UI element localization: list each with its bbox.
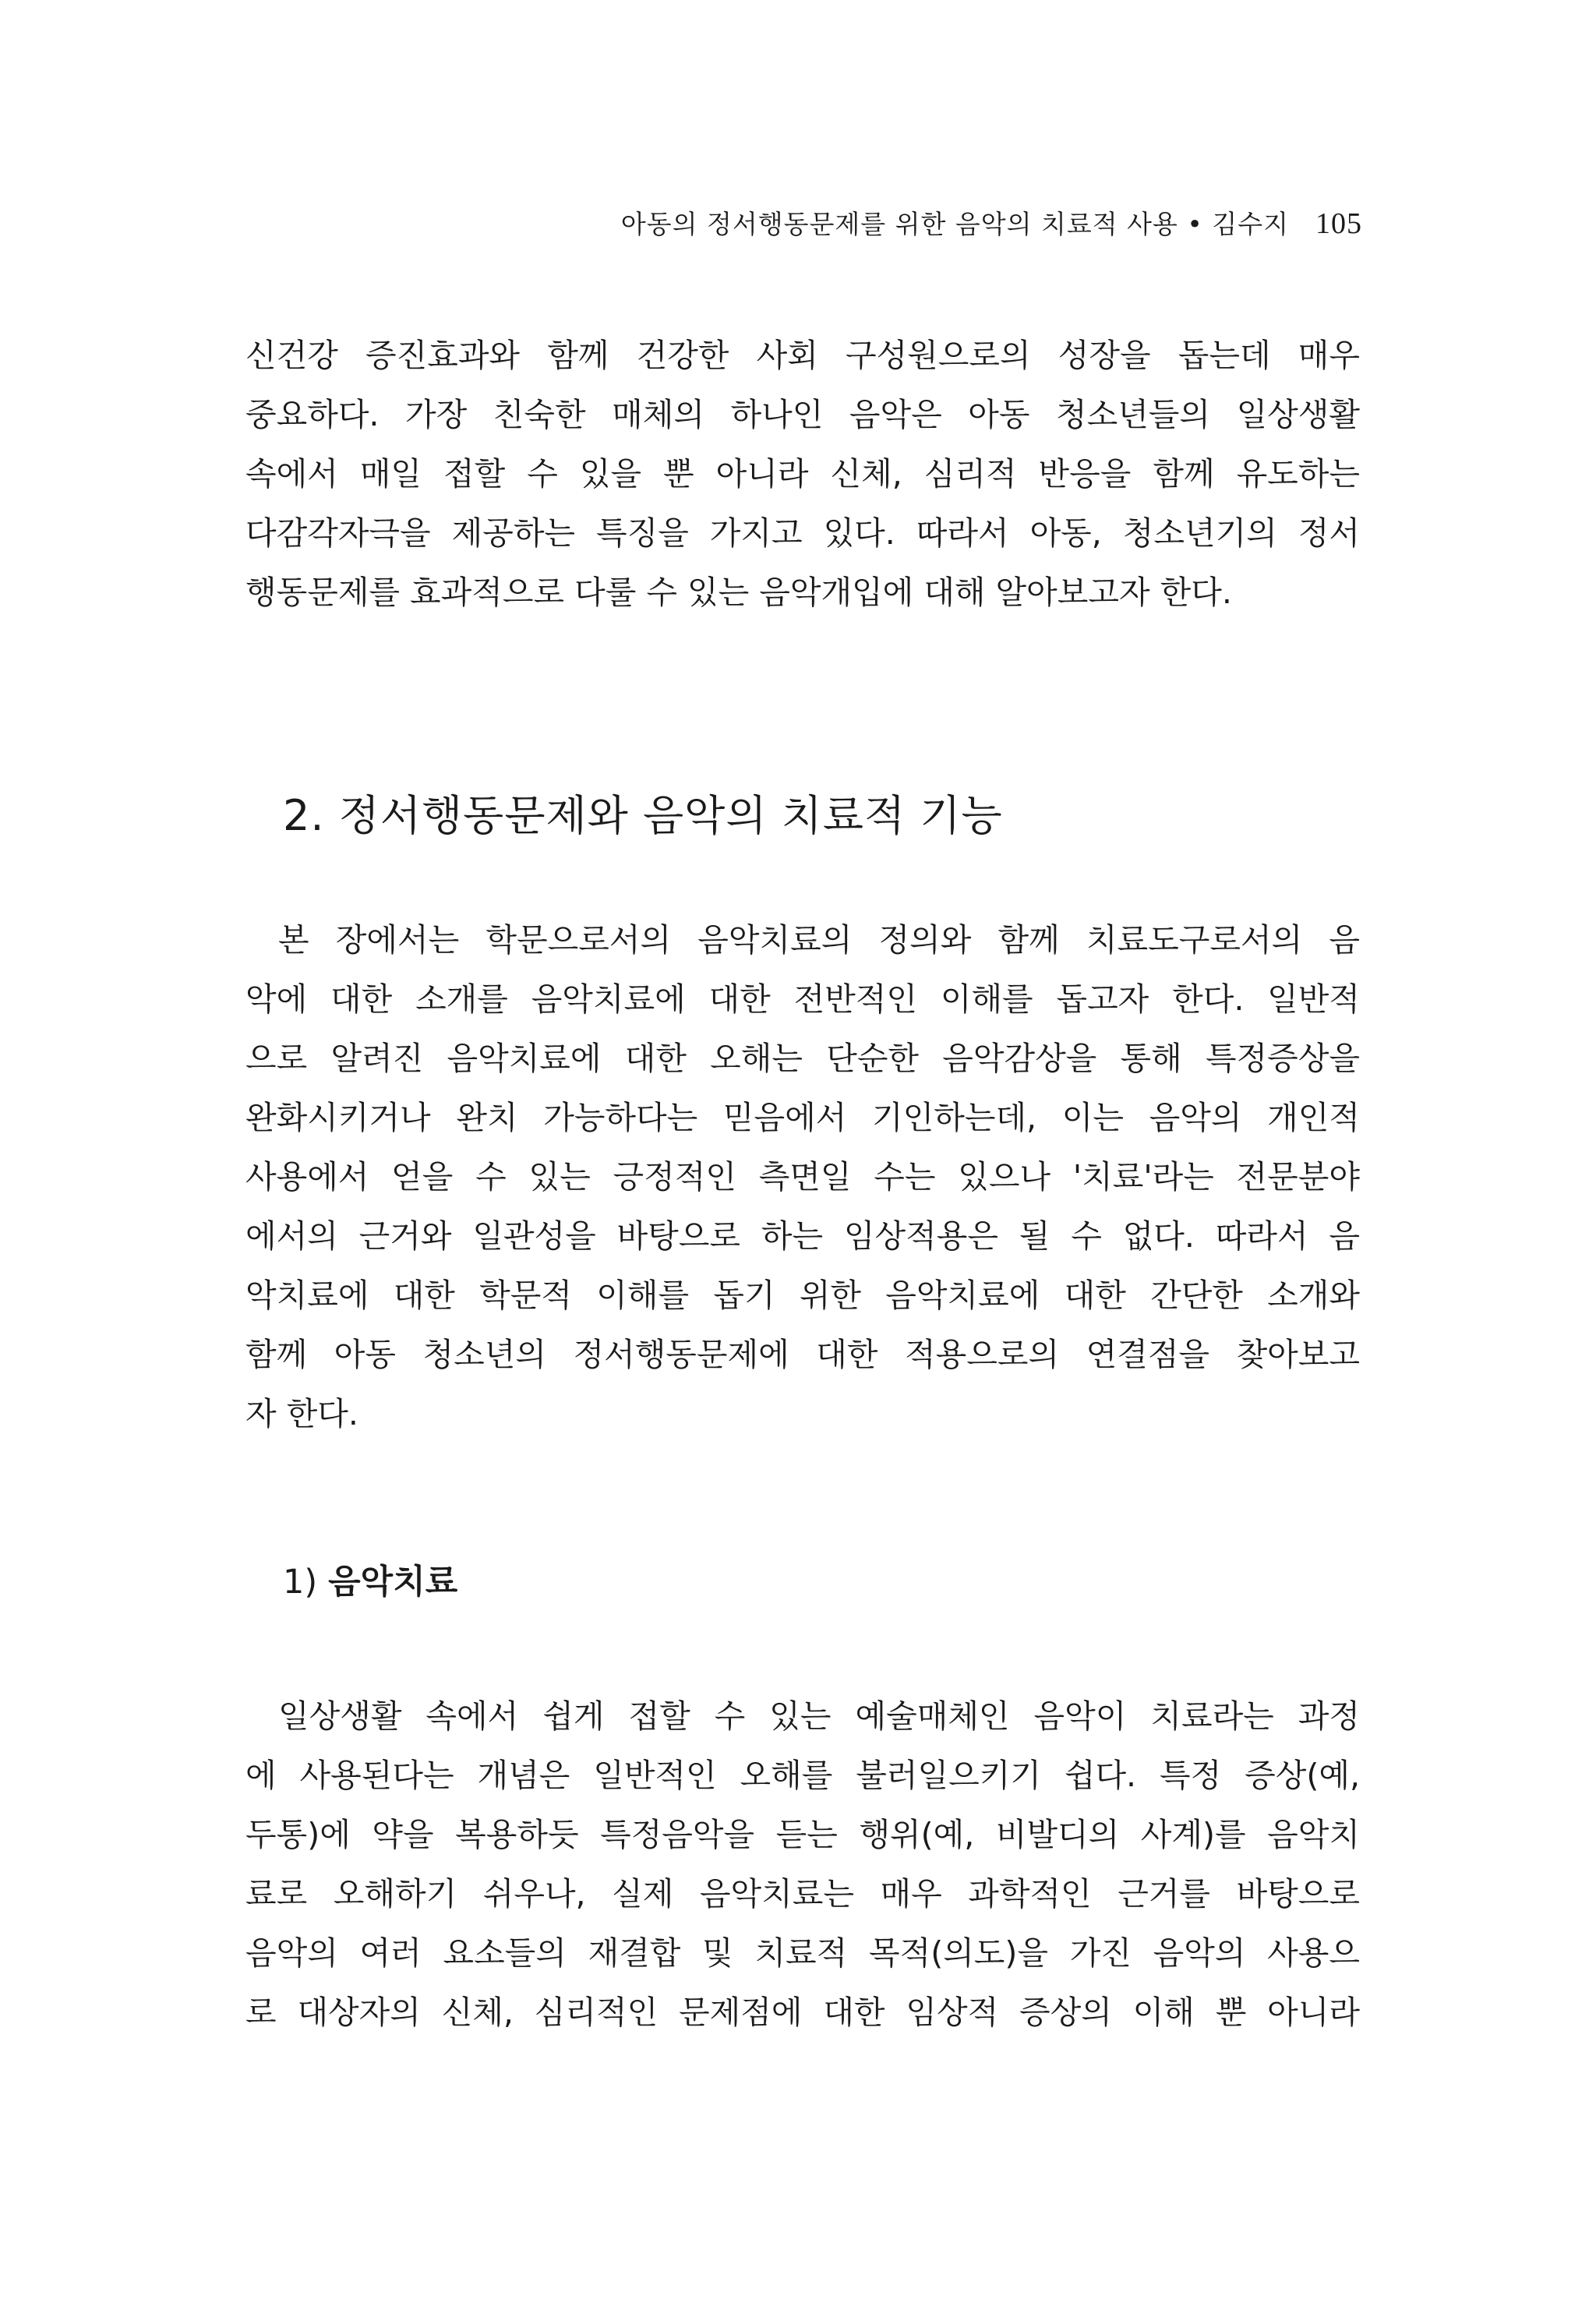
paragraph-line: 다감각자극을 제공하는 특징을 가지고 있다. 따라서 아동, 청소년기의 정서 [245,514,1360,552]
paragraph-2 [245,910,1360,1443]
paragraph-line: 에서의 근거와 일관성을 바탕으로 하는 임상적용은 될 수 없다. 따라서 음 [245,1217,1360,1255]
page-number: 105 [1315,207,1362,240]
paragraph-3 [245,1687,1360,2042]
paragraph-line: 악에 대한 소개를 음악치료에 대한 전반적인 이해를 돕고자 한다. 일반적 [245,980,1360,1018]
running-title: 아동의 정서행동문제를 위한 음악의 치료적 사용 • 김수지 [620,209,1289,239]
paragraph-line: 본 장에서는 학문으로서의 음악치료의 정의와 함께 치료도구로서의 음 [278,921,1360,959]
paragraph-line: 완화시키거나 완치 가능하다는 믿음에서 기인하는데, 이는 음악의 개인적 [245,1099,1360,1136]
paragraph-line: 료로 오해하기 쉬우나, 실제 음악치료는 매우 과학적인 근거를 바탕으로 [245,1875,1360,1913]
running-header [621,204,1362,241]
subsection-title: 음악치료 [328,1563,458,1602]
paragraph-1 [245,326,1360,622]
subsection-heading [283,1556,457,1603]
paragraph-line: 두통)에 약을 복용하듯 특정음악을 듣는 행위(예, 비발디의 사계)를 음악치 [245,1816,1360,1853]
paragraph-line: 중요하다. 가장 친숙한 매체의 하나인 음악은 아동 청소년들의 일상생활 [245,396,1360,433]
paragraph-line: 에 사용된다는 개념은 일반적인 오해를 불러일으키기 쉽다. 특정 증상(예, [245,1757,1360,1794]
section-heading: 2. 정서행동문제와 음악의 치료적 기능 [283,791,1003,840]
paragraph-line: 으로 알려진 음악치료에 대한 오해는 단순한 음악감상을 통해 특정증상을 [245,1040,1360,1077]
paragraph-line: 자 한다. [245,1395,358,1432]
paragraph-line: 속에서 매일 접할 수 있을 뿐 아니라 신체, 심리적 반응을 함께 유도하는 [245,455,1360,493]
paragraph-line: 신건강 증진효과와 함께 건강한 사회 구성원으로의 성장을 돕는데 매우 [245,337,1360,374]
paragraph-line: 일상생활 속에서 쉽게 접할 수 있는 예술매체인 음악이 치료라는 과정 [278,1697,1360,1735]
paragraph-line: 행동문제를 효과적으로 다룰 수 있는 음악개입에 대해 알아보고자 한다. [245,574,1232,611]
subsection-number: 1) [283,1563,318,1602]
paragraph-line: 악치료에 대한 학문적 이해를 돕기 위한 음악치료에 대한 간단한 소개와 [245,1277,1360,1314]
paragraph-line: 사용에서 얻을 수 있는 긍정적인 측면일 수는 있으나 '치료'라는 전문분야 [245,1158,1360,1196]
paragraph-line: 로 대상자의 신체, 심리적인 문제점에 대한 임상적 증상의 이해 뿐 아니라 [245,1994,1360,2031]
paragraph-line: 음악의 여러 요소들의 재결합 및 치료적 목적(의도)을 가진 음악의 사용으 [245,1934,1360,1972]
paragraph-line: 함께 아동 청소년의 정서행동문제에 대한 적용으로의 연결점을 찾아보고 [245,1336,1360,1373]
